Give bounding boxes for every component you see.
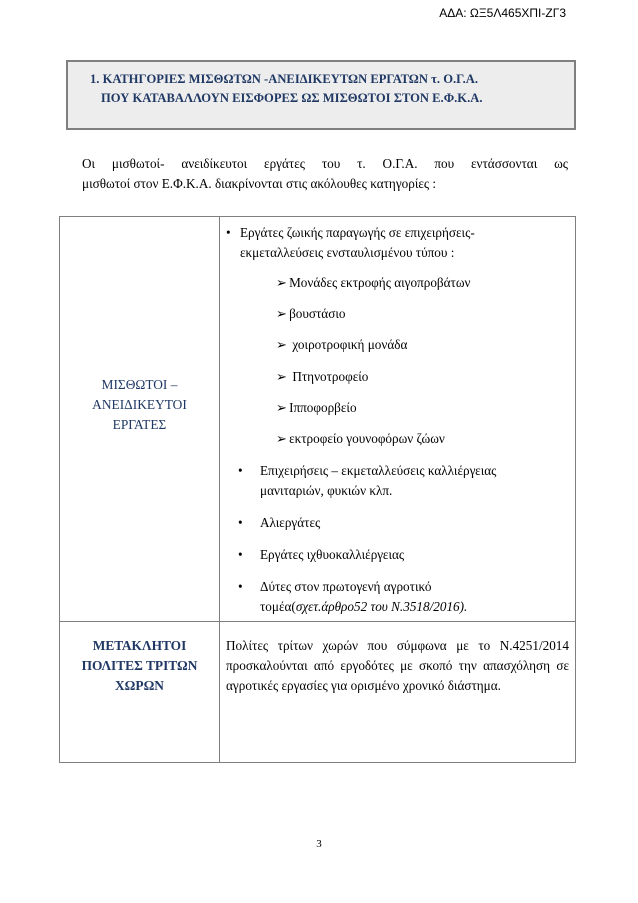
item-text: Δύτες στον πρωτογενή αγροτικό — [260, 579, 432, 594]
item-text: Ιπποφορβείο — [289, 400, 357, 415]
category-label-third-country — [60, 622, 219, 696]
item-text: μανιταριών, φυκιών κλπ. — [260, 483, 393, 498]
item-text: Εργάτες ιχθυοκαλλιέργειας — [260, 547, 405, 562]
list-item — [238, 545, 550, 565]
sub-list-item — [276, 335, 407, 355]
bullet-icon: • — [238, 515, 243, 530]
category-label-cell — [60, 217, 220, 622]
intro-paragraph — [82, 154, 568, 194]
item-text: εκμεταλλεύσεις ενσταυλισμένου τύπου : — [240, 245, 455, 260]
table-row-third-country — [60, 622, 576, 763]
label-line: ΠΟΛΙΤΕΣ ΤΡΙΤΩΝ — [81, 658, 198, 673]
item-text: Εργάτες ζωικής παραγωγής σε επιχειρήσεις- — [240, 225, 475, 240]
page-number: 3 — [316, 838, 322, 850]
item-text — [260, 597, 550, 617]
law-reference: σχετ.άρθρο52 του Ν.3518/2016). — [295, 599, 468, 614]
section-title-box — [66, 60, 576, 130]
list-item — [238, 577, 550, 617]
item-text: χοιροτροφική μονάδα — [289, 337, 408, 352]
section-title-line-1: 1. ΚΑΤΗΓΟΡΙΕΣ ΜΙΣΘΩΤΩΝ -ΑΝΕΙΔΙΚΕΥΤΩΝ ΕΡΓΑΤΩΝ τ. Ο.Γ.Α. — [90, 72, 479, 86]
list-item — [238, 513, 550, 533]
intro-line-1: Οι μισθωτοί- ανειδίκευτοι εργάτες του τ. Ο.Γ.Α. που εντάσσονται ως — [82, 156, 568, 171]
item-text: Πτηνοτροφείο — [289, 369, 369, 384]
list-item — [238, 461, 550, 501]
ada-code: ΑΔΑ: ΩΞ5Λ465ΧΠΙ-ΖΓ3 — [439, 6, 566, 20]
sub-list-item — [276, 273, 470, 293]
label-line: ΧΩΡΩΝ — [115, 678, 164, 693]
arrow-icon: ➢ — [276, 306, 288, 321]
bullet-icon: • — [238, 579, 243, 594]
item-text: Αλιεργάτες — [260, 515, 321, 530]
list-item — [226, 223, 510, 263]
bullet-icon: • — [238, 547, 243, 562]
arrow-icon: ➢ — [276, 431, 288, 446]
sub-list-item — [276, 398, 357, 418]
item-text: Επιχειρήσεις – εκμεταλλεύσεις καλλιέργειας — [260, 463, 497, 478]
label-line: ΜΕΤΑΚΛΗΤΟΙ — [92, 638, 187, 653]
arrow-icon: ➢ — [276, 400, 288, 415]
label-line: ΕΡΓΑΤΕΣ — [112, 417, 167, 432]
arrow-icon: ➢ — [276, 337, 288, 352]
intro-line-2: μισθωτοί στον Ε.Φ.Κ.Α. διακρίνονται στις ακόλουθες κατηγορίες : — [82, 176, 437, 191]
category-content-cell — [220, 217, 576, 622]
table-row-employees — [60, 217, 576, 622]
sub-list-item — [276, 429, 445, 449]
label-line: ΑΝΕΙΔΙΚΕΥΤΟΙ — [92, 397, 187, 412]
bullet-icon: • — [238, 463, 243, 478]
item-text: εκτροφείο γουνοφόρων ζώων — [289, 431, 445, 446]
bullet-icon: • — [226, 225, 231, 240]
sub-list-item — [276, 304, 345, 324]
item-text: βουστάσιο — [289, 306, 346, 321]
arrow-icon: ➢ — [276, 369, 288, 384]
third-country-description: Πολίτες τρίτων χωρών που σύμφωνα με το Ν.4251/2014 προσκαλούνται από εργοδότες με σκοπό την απασχόληση σε αγροτικές εργασίες για ορισμένο χρονικό διάστημα. — [226, 638, 569, 693]
arrow-icon: ➢ — [276, 275, 288, 290]
category-label-employees — [60, 217, 219, 435]
label-line: ΜΙΣΘΩΤΟΙ – — [101, 377, 178, 392]
sub-list-item — [276, 367, 368, 387]
item-text-plain: τομέα( — [260, 599, 296, 614]
item-text: Μονάδες εκτροφής αιγοπροβάτων — [289, 275, 471, 290]
category-label-cell — [60, 622, 220, 763]
categories-table — [59, 216, 576, 763]
category-content-cell — [220, 622, 576, 763]
section-title-line-2: ΠΟΥ ΚΑΤΑΒΑΛΛΟΥΝ ΕΙΣΦΟΡΕΣ ΩΣ ΜΙΣΘΩΤΟΙ ΣΤΟΝ Ε.Φ.Κ.Α. — [101, 91, 483, 105]
